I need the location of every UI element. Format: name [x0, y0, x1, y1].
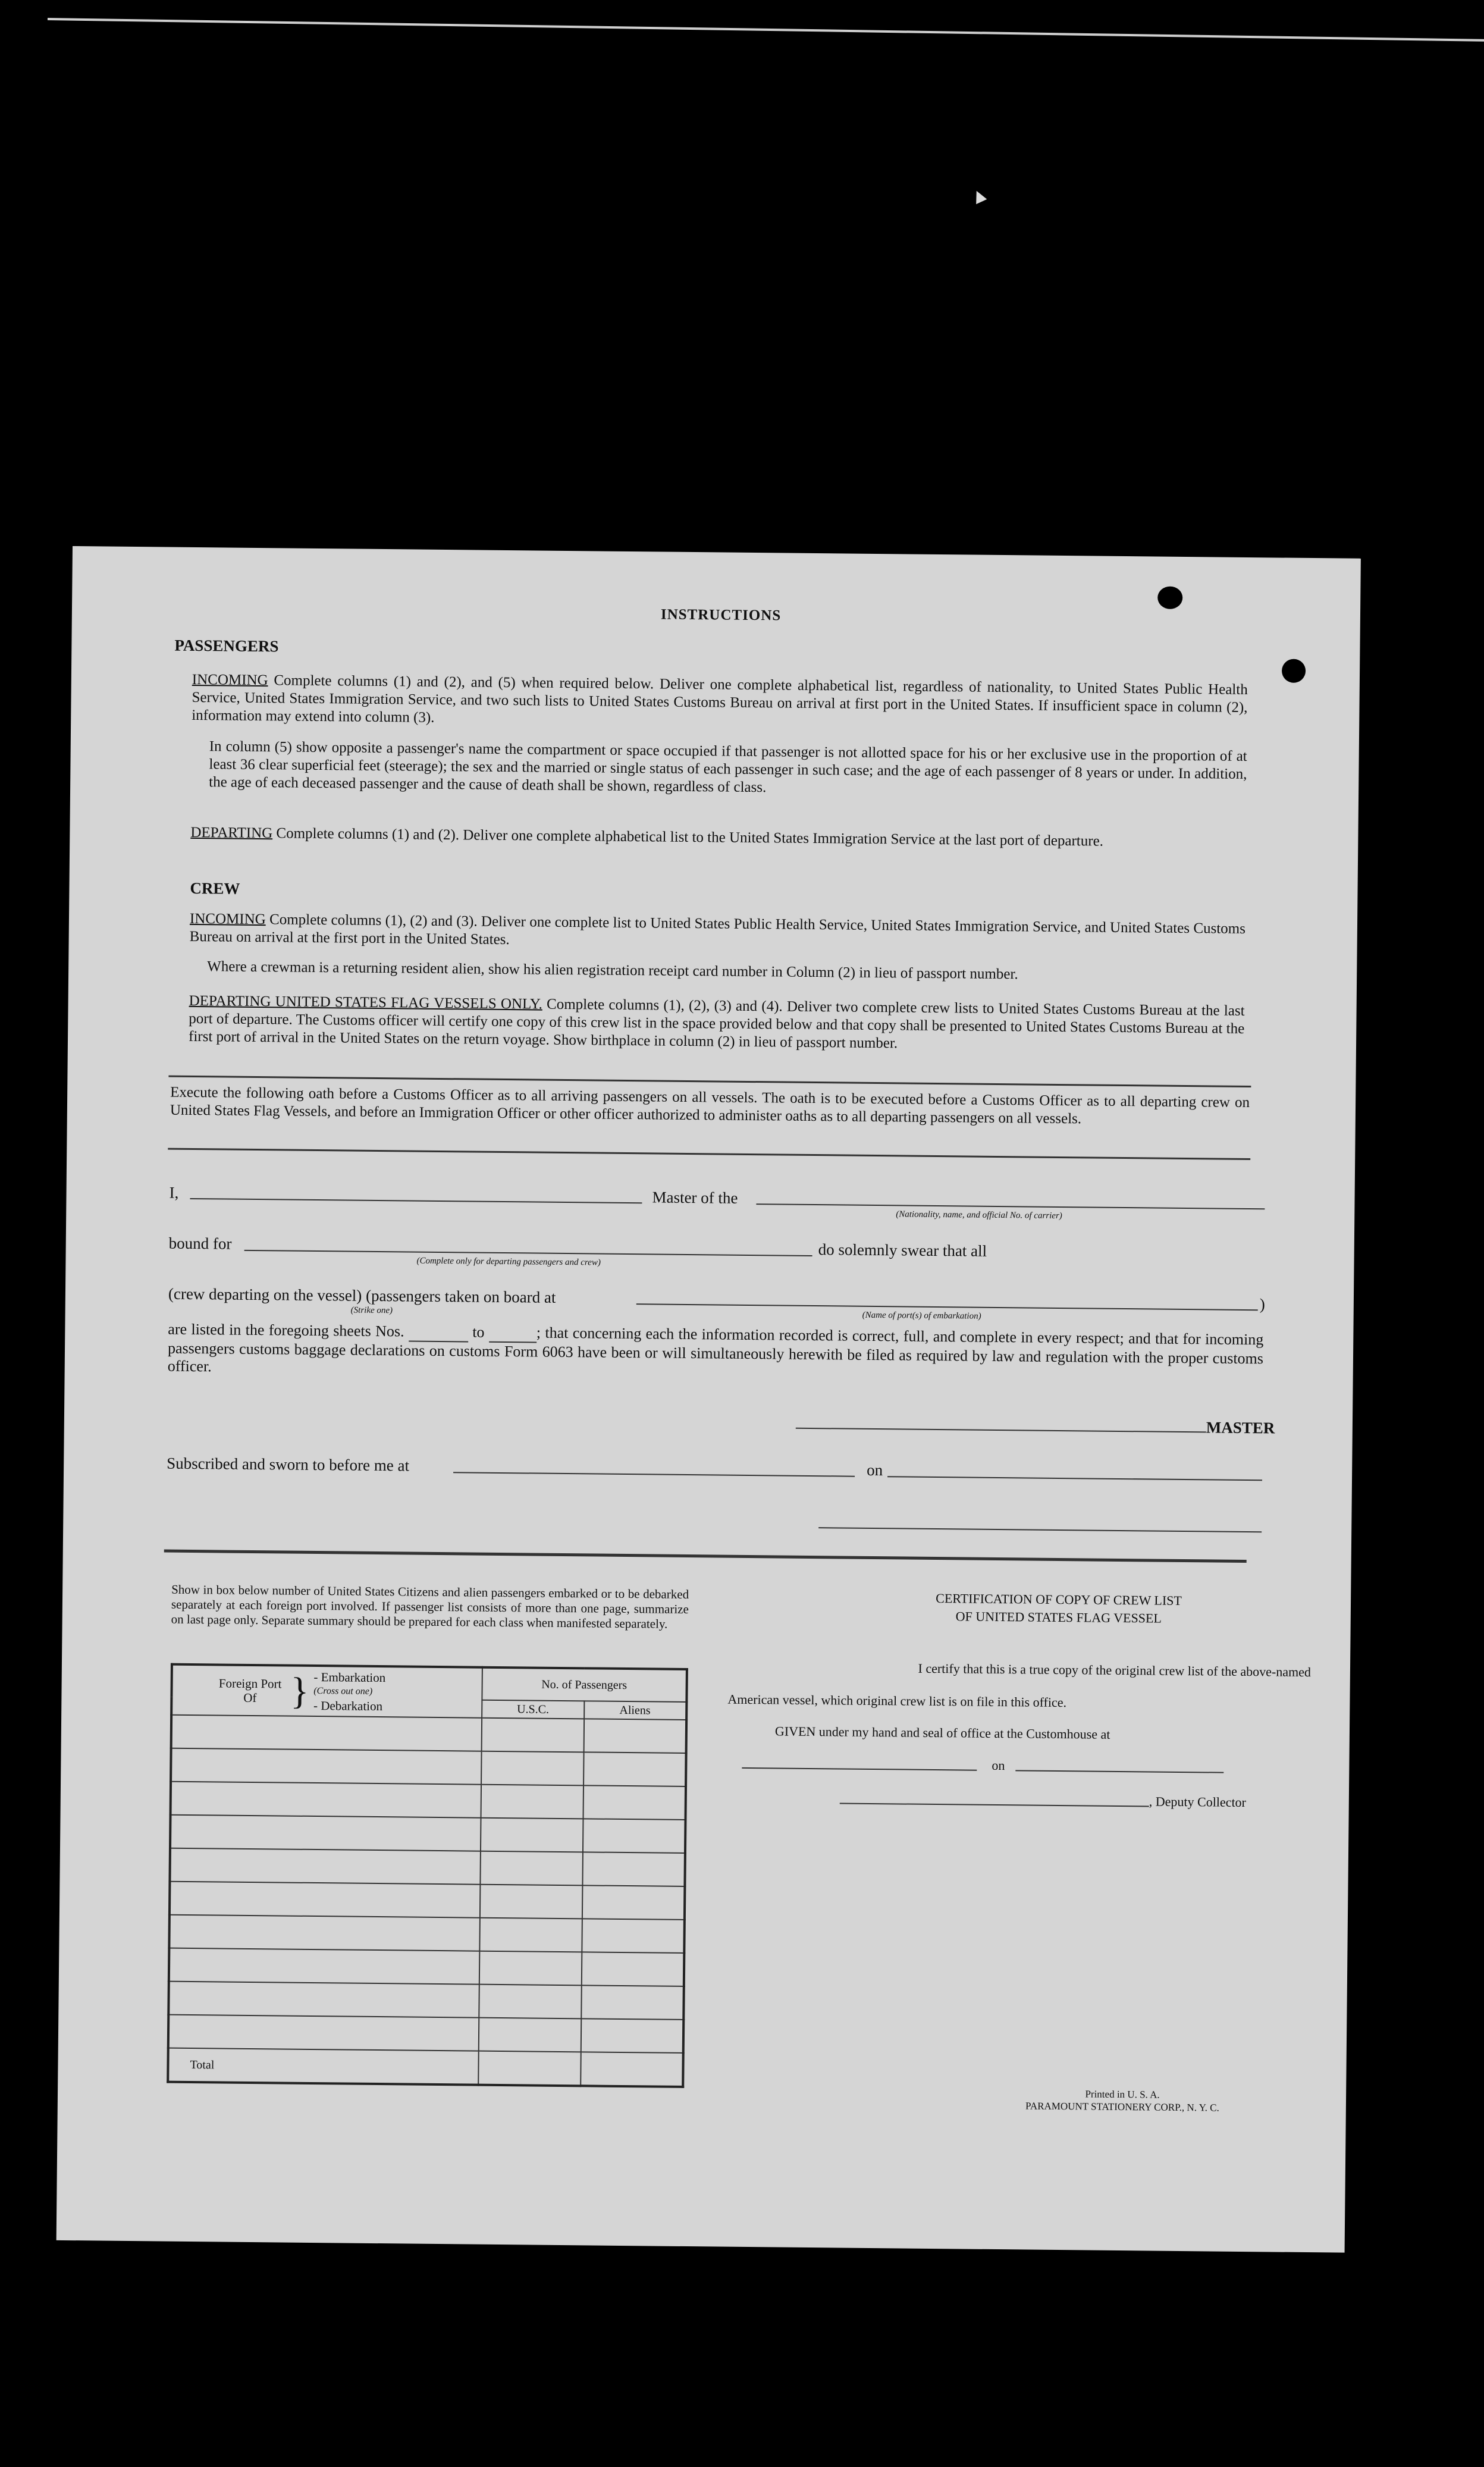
passengers-column5-paragraph: In column (5) show opposite a passenger's name the compartment or space occupied if that passenger is not allotted space for his or her exclusive use in the proportion of at least 36 clear superficial feet (steerage); the sex and the married or single status of each passenger in such case; and the age of each passenger of 8 years or under. In addition, the age of each deceased passenger and the cause of death shall be shown, regardless of class. [209, 738, 1247, 796]
crew-incoming-label: INCOMING [189, 910, 266, 928]
divider [168, 1148, 1250, 1160]
passengers-incoming-text: Complete columns (1) and (2), and (5) when required below. Deliver one complete alphabetical list, regardless of nationality, to United States Public Health Service, United States Immigration Service, and two such lists to United States Customs Bureau on arrival at first port in the United States. If insufficient space in column (2), information may extend into column (3). [192, 672, 1248, 726]
listed-paragraph [168, 1321, 1264, 1386]
usc-cell[interactable] [481, 1785, 583, 1819]
table-row [171, 1748, 686, 1786]
on-label: on [867, 1460, 883, 1479]
certify-line1: I certify that this is a true copy of the original crew list of the above-named [918, 1660, 1312, 1680]
aliens-header: Aliens [584, 1701, 687, 1720]
usc-cell[interactable] [481, 1851, 583, 1886]
deputy-collector-label: , Deputy Collector [1149, 1794, 1247, 1810]
port-embarkation-field[interactable] [636, 1303, 1258, 1311]
usc-cell[interactable] [479, 1951, 582, 1986]
sheet-from-field[interactable] [409, 1322, 468, 1342]
table-row [170, 1882, 685, 1920]
usc-header: U.S.C. [482, 1700, 584, 1719]
summary-instruction: Show in box below number of United States Citizens and alien passengers embarked or to be debarked separately at each foreign port involved. If passenger list consists of more than one page, summarize on last page only. Separate summary should be prepared for each class when manifested separately. [171, 1582, 689, 1631]
debarkation-option[interactable]: - Debarkation [313, 1698, 383, 1714]
sworn-date-field[interactable] [887, 1476, 1262, 1481]
cross-out-hint: (Cross out one) [313, 1685, 373, 1697]
subscribed-label: Subscribed and sworn to before me at [167, 1454, 410, 1475]
officer-signature-field[interactable] [818, 1527, 1262, 1532]
usc-cell[interactable] [480, 1918, 582, 1952]
crew-incoming-text: Complete columns (1), (2) and (3). Deliver one complete list to United States Public Health Service, United States Immigration Service, and United States Customs Bureau on arrival at the first port in the United States. [189, 911, 1246, 948]
total-label: Total [168, 2048, 479, 2085]
usc-cell[interactable] [482, 1718, 584, 1753]
table-row [170, 1848, 685, 1886]
bound-for-label: bound for [168, 1234, 232, 1253]
table-row [168, 1982, 683, 2020]
printed-in-text: Printed in U. S. A. [1085, 2088, 1160, 2101]
port-cell[interactable] [170, 1815, 481, 1851]
given-text: GIVEN under my hand and seal of office at the Customhouse at [774, 1723, 1110, 1742]
crew-departing-text: Complete columns (1), (2), (3) and (4). Deliver two complete crew lists to United States Customs Bureau at the last port of departure. The Customs officer will certify one copy of this crew list in the space provided below and that copy shall be presented to United States Customs Bureau at the first port of arrival in the United States on the return voyage. Show birthplace in column (2) in lieu of passport number. [188, 996, 1245, 1052]
swear-text: do solemnly swear that all [818, 1240, 987, 1260]
aliens-cell[interactable] [582, 1885, 685, 1920]
table-row [171, 1715, 686, 1753]
master-of-label: Master of the [652, 1188, 738, 1207]
sworn-place-field[interactable] [453, 1472, 855, 1477]
brace-icon: } [290, 1669, 309, 1712]
listed-rest-text: ; that concerning each the information recorded is correct, full, and complete in every respect; and that for incoming passengers customs baggage declarations on customs Form 6063 have been or will simultaneously herewith be filed as required by law and regulation with the proper customs officer. [167, 1324, 1264, 1375]
table-row [168, 2015, 683, 2053]
aliens-cell[interactable] [581, 1985, 684, 2020]
aliens-total-cell[interactable] [581, 2052, 683, 2087]
passengers-heading: PASSENGERS [174, 636, 279, 656]
table-row [169, 1948, 684, 1986]
table-row [171, 1782, 686, 1820]
divider [164, 1550, 1247, 1563]
document-page [57, 546, 1361, 2253]
printer-name-text: PARAMOUNT STATIONERY CORP., N. Y. C. [1025, 2100, 1219, 2114]
port-cell[interactable] [169, 1948, 480, 1985]
no-passengers-header: No. of Passengers [482, 1667, 687, 1702]
passengers-departing-paragraph [190, 824, 1246, 852]
passengers-incoming-paragraph [192, 671, 1248, 735]
usc-cell[interactable] [479, 1985, 581, 2019]
certification-on-label: on [992, 1757, 1005, 1773]
port-cell[interactable] [168, 2015, 479, 2051]
printer-imprint [1003, 2087, 1241, 2114]
master-label: MASTER [1206, 1418, 1275, 1437]
carrier-hint: (Nationality, name, and official No. of carrier) [896, 1209, 1062, 1221]
aliens-cell[interactable] [583, 1719, 686, 1753]
port-cell[interactable] [171, 1715, 482, 1751]
crew-passengers-text: (crew departing on the vessel) (passengers taken on board at [168, 1284, 556, 1306]
to-text: to [472, 1323, 485, 1341]
aliens-cell[interactable] [582, 1852, 685, 1886]
customhouse-field[interactable] [742, 1767, 977, 1771]
crew-departing-label: DEPARTING UNITED STATES FLAG VESSELS ONLY. [189, 992, 543, 1012]
aliens-cell[interactable] [582, 1919, 685, 1953]
passenger-summary-table [167, 1663, 688, 2088]
master-name-field[interactable] [190, 1198, 642, 1203]
aliens-cell[interactable] [583, 1785, 686, 1820]
scan-edge-line [48, 18, 1484, 42]
sheet-to-field[interactable] [489, 1324, 537, 1343]
passengers-departing-label: DEPARTING [190, 824, 273, 842]
crew-resident-paragraph: Where a crewman is a returning resident alien, show his alien registration receipt card number in Column (2) in lieu of passport number. [207, 958, 1018, 983]
port-header-cell [171, 1664, 482, 1718]
embarkation-option[interactable]: - Embarkation [313, 1669, 386, 1685]
bound-for-field[interactable] [244, 1250, 812, 1256]
usc-cell[interactable] [481, 1751, 583, 1786]
port-cell[interactable] [169, 1915, 480, 1951]
mouse-pointer-icon [971, 189, 987, 205]
table-row [169, 1915, 684, 1953]
usc-cell[interactable] [480, 1885, 582, 1919]
certification-date-field[interactable] [1015, 1770, 1223, 1773]
crew-heading: CREW [190, 879, 240, 898]
close-paren: ) [1259, 1295, 1266, 1314]
port-hint: (Name of port(s) of embarkation) [862, 1310, 981, 1321]
page-title: INSTRUCTIONS [660, 606, 782, 624]
usc-total-cell[interactable] [478, 2051, 581, 2086]
port-cell[interactable] [170, 1848, 481, 1885]
usc-cell[interactable] [481, 1818, 583, 1852]
aliens-cell[interactable] [581, 1952, 684, 1986]
listed-in-text: are listed in the foregoing sheets Nos. [168, 1320, 404, 1340]
port-cell[interactable] [171, 1748, 482, 1785]
certification-title-line1: CERTIFICATION OF COPY OF CREW LIST [936, 1591, 1182, 1608]
certify-line2: American vessel, which original crew list is on file in this office. [727, 1691, 1067, 1710]
punch-hole [1282, 659, 1306, 683]
crew-departing-paragraph [189, 992, 1245, 1056]
oath-i-label: I, [169, 1183, 179, 1202]
port-cell[interactable] [168, 1982, 479, 2018]
master-signature-field[interactable] [796, 1428, 1206, 1433]
certification-title [806, 1588, 1312, 1629]
port-cell[interactable] [171, 1782, 482, 1818]
strike-one-hint: (Strike one) [350, 1305, 393, 1316]
deputy-signature-field[interactable] [840, 1803, 1149, 1807]
total-row [168, 2048, 683, 2087]
punch-hole [1157, 587, 1182, 609]
passengers-incoming-label: INCOMING [192, 671, 268, 689]
usc-cell[interactable] [479, 2018, 581, 2052]
certification-title-line2: OF UNITED STATES FLAG VESSEL [955, 1609, 1162, 1626]
aliens-cell[interactable] [581, 2018, 683, 2053]
aliens-cell[interactable] [583, 1819, 686, 1853]
oath-instruction: Execute the following oath before a Customs Officer as to all arriving passengers on all vessels. The oath is to be executed before a Customs Officer as to all departing crew on United States Flag Vessels, and before an Immigration Officer or other officer authorized to administer oaths as to all departing passengers on all vessels. [170, 1084, 1250, 1127]
bound-for-hint: (Complete only for departing passengers and crew) [416, 1256, 601, 1268]
passengers-departing-text: Complete columns (1) and (2). Deliver one complete alphabetical list to the United States Immigration Service at the last port of departure. [276, 825, 1104, 849]
crew-incoming-paragraph [190, 910, 1245, 956]
aliens-cell[interactable] [583, 1752, 686, 1786]
port-cell[interactable] [170, 1882, 481, 1918]
carrier-field[interactable] [756, 1203, 1265, 1209]
table-row [170, 1815, 685, 1853]
foreign-port-label: Foreign Port Of [218, 1676, 282, 1706]
